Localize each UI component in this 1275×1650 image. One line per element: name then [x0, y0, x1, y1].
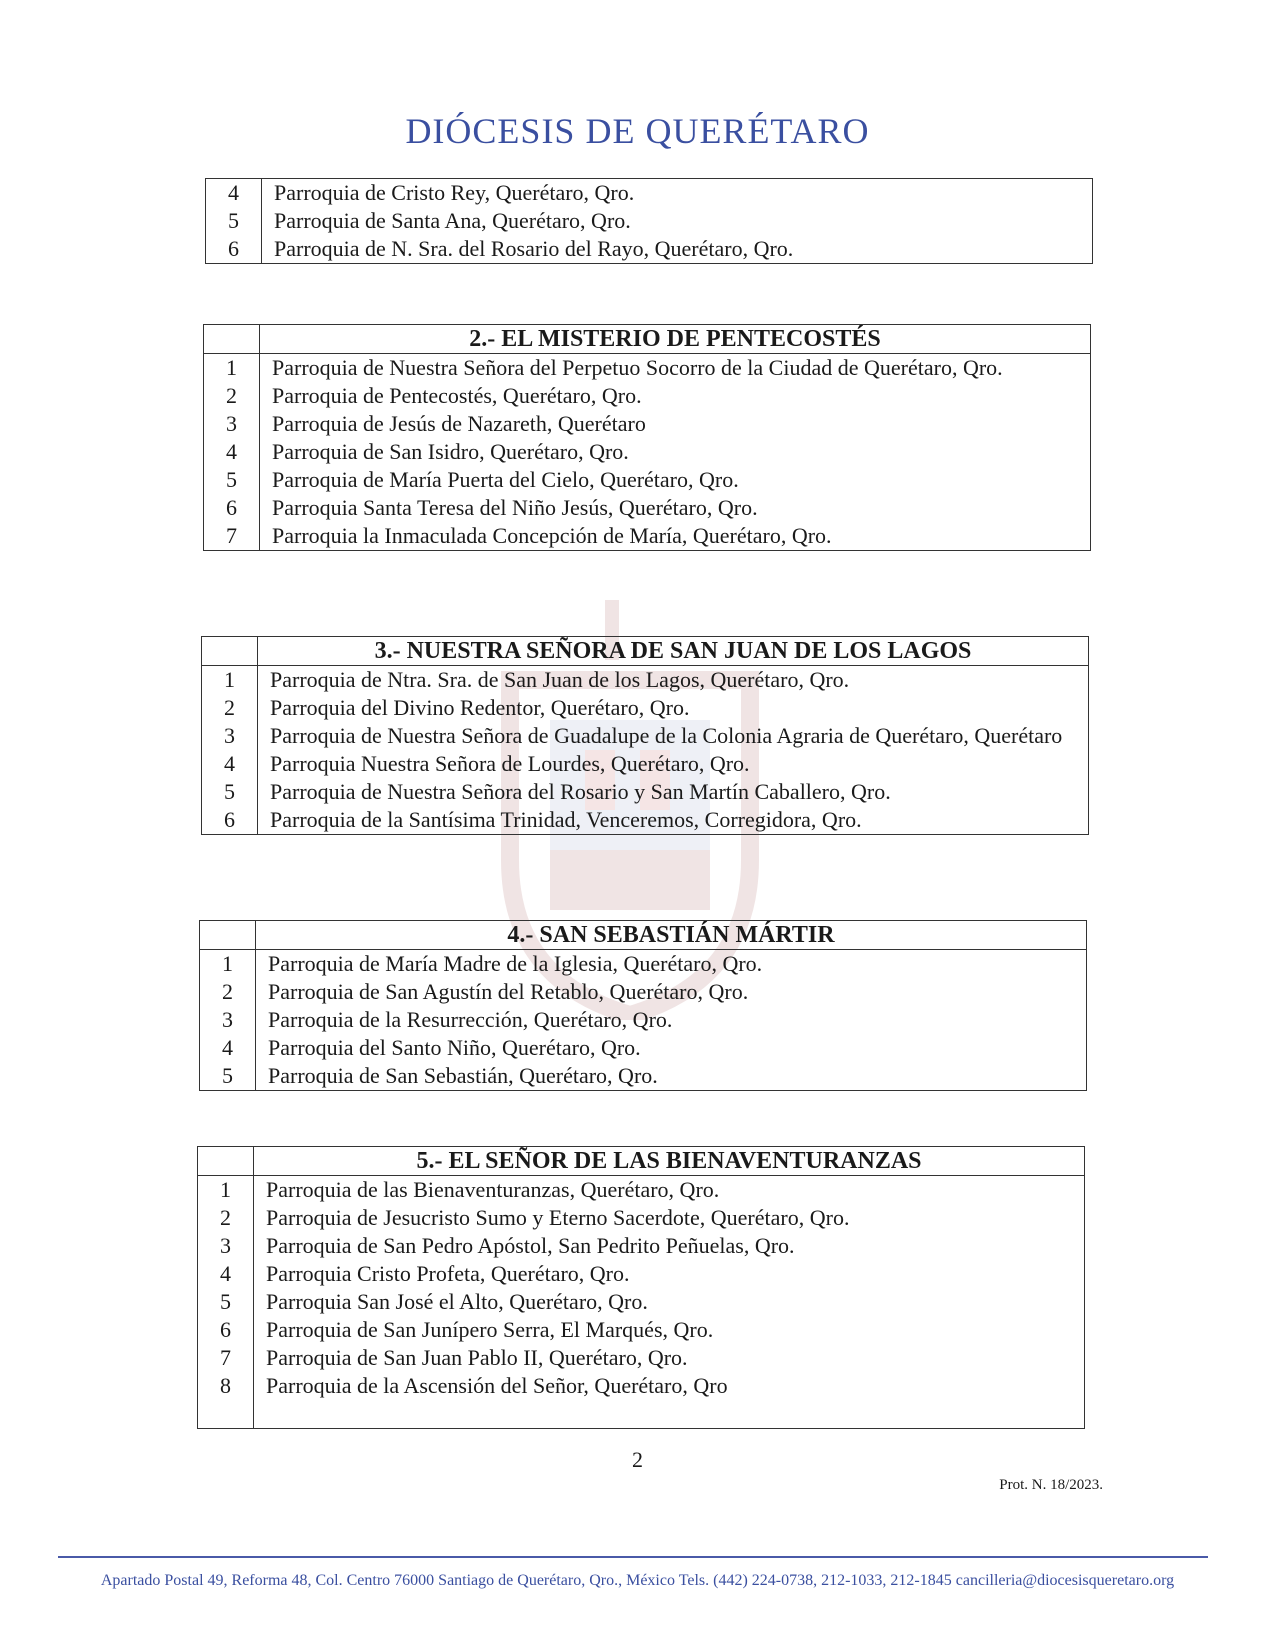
table-row — [204, 354, 1090, 382]
row-number: 4 — [204, 438, 260, 466]
table-row — [204, 438, 1090, 466]
row-number: 6 — [198, 1316, 254, 1344]
page-number: 2 — [632, 1447, 643, 1472]
table-row — [200, 1006, 1086, 1034]
table-row — [200, 978, 1086, 1006]
section-title: 4.- SAN SEBASTIÁN MÁRTIR — [507, 922, 835, 948]
parish-table-section-4 — [199, 920, 1087, 1091]
row-number: 1 — [204, 354, 260, 382]
section-title: 5.- EL SEÑOR DE LAS BIENAVENTURANZAS — [416, 1148, 922, 1174]
row-number: 2 — [200, 978, 256, 1006]
table-row — [206, 179, 1092, 207]
table-row — [198, 1204, 1084, 1232]
row-text: Parroquia Nuestra Señora de Lourdes, Querétaro, Qro. — [270, 751, 750, 776]
footer-divider — [58, 1556, 1208, 1558]
row-number: 1 — [198, 1176, 254, 1204]
row-text: Parroquia de Santa Ana, Querétaro, Qro. — [274, 208, 631, 233]
table-row — [198, 1288, 1084, 1316]
table-row — [202, 666, 1088, 694]
row-text: Parroquia de San Junípero Serra, El Marqués, Qro. — [266, 1317, 714, 1342]
row-text: Parroquia de Jesucristo Sumo y Eterno Sacerdote, Querétaro, Qro. — [266, 1205, 850, 1230]
row-text: Parroquia de N. Sra. del Rosario del Rayo, Querétaro, Qro. — [274, 236, 794, 261]
section-header — [198, 1147, 1084, 1176]
table-row — [202, 750, 1088, 778]
table-row — [204, 382, 1090, 410]
row-number: 5 — [204, 466, 260, 494]
table-row — [206, 207, 1092, 235]
table-row — [198, 1316, 1084, 1344]
row-number: 5 — [202, 778, 258, 806]
parish-table-section-3 — [201, 636, 1089, 835]
table-row — [202, 694, 1088, 722]
parish-table-continuation — [205, 178, 1093, 264]
row-number: 4 — [200, 1034, 256, 1062]
row-text: Parroquia del Divino Redentor, Querétaro, Qro. — [270, 695, 690, 720]
page-title: DIÓCESIS DE QUERÉTARO — [405, 111, 870, 151]
section-title: 3.- NUESTRA SEÑORA DE SAN JUAN DE LOS LAGOS — [374, 638, 972, 664]
parish-table-section-2 — [203, 324, 1091, 551]
table-row — [202, 778, 1088, 806]
row-text: Parroquia de San Sebastián, Querétaro, Qro. — [268, 1063, 658, 1088]
table-row — [206, 235, 1092, 263]
row-text: Parroquia la Inmaculada Concepción de María, Querétaro, Qro. — [272, 523, 832, 548]
row-number: 8 — [198, 1372, 254, 1429]
table-row — [198, 1260, 1084, 1288]
row-number: 1 — [202, 666, 258, 694]
table-row — [200, 950, 1086, 978]
row-text: Parroquia del Santo Niño, Querétaro, Qro. — [268, 1035, 641, 1060]
section-header — [200, 921, 1086, 950]
row-text: Parroquia de las Bienaventuranzas, Querétaro, Qro. — [266, 1177, 720, 1202]
row-text: Parroquia de Nuestra Señora de Guadalupe de la Colonia Agraria de Querétaro, Querétaro — [270, 723, 1063, 748]
table-row — [202, 806, 1088, 834]
row-number: 4 — [202, 750, 258, 778]
row-number: 6 — [202, 806, 258, 834]
table-row — [204, 410, 1090, 438]
row-text: Parroquia de San Juan Pablo II, Querétaro, Qro. — [266, 1345, 688, 1370]
table-row — [198, 1232, 1084, 1260]
row-number: 5 — [198, 1288, 254, 1316]
row-number: 4 — [198, 1260, 254, 1288]
section-header — [204, 325, 1090, 354]
table-row — [204, 494, 1090, 522]
row-text: Parroquia de Jesús de Nazareth, Querétaro — [272, 411, 646, 436]
row-number: 6 — [206, 235, 262, 263]
row-number: 5 — [206, 207, 262, 235]
row-number: 2 — [198, 1204, 254, 1232]
row-text: Parroquia Santa Teresa del Niño Jesús, Querétaro, Qro. — [272, 495, 758, 520]
row-number: 2 — [204, 382, 260, 410]
row-number: 3 — [204, 410, 260, 438]
table-row — [204, 522, 1090, 550]
footer-address: Apartado Postal 49, Reforma 48, Col. Centro 76000 Santiago de Querétaro, Qro., México Tels. (442) 224-0738, 212-1033, 212-1845 cancilleria@diocesisqueretaro.org — [100, 1572, 1175, 1589]
row-number: 2 — [202, 694, 258, 722]
row-number: 4 — [206, 179, 262, 207]
row-text: Parroquia de Cristo Rey, Querétaro, Qro. — [274, 180, 635, 205]
row-text: Parroquia de la Santísima Trinidad, Venceremos, Corregidora, Qro. — [270, 807, 862, 832]
row-text: Parroquia de Nuestra Señora del Perpetuo Socorro de la Ciudad de Querétaro, Qro. — [272, 355, 1003, 380]
row-text: Parroquia Cristo Profeta, Querétaro, Qro. — [266, 1261, 630, 1286]
row-text: Parroquia de la Resurrección, Querétaro, Qro. — [268, 1007, 673, 1032]
row-text: Parroquia de Pentecostés, Querétaro, Qro. — [272, 383, 642, 408]
section-title: 2.- EL MISTERIO DE PENTECOSTÉS — [469, 326, 881, 352]
row-text: Parroquia de San Isidro, Querétaro, Qro. — [272, 439, 629, 464]
table-row — [202, 722, 1088, 750]
row-number: 7 — [198, 1344, 254, 1372]
row-number: 1 — [200, 950, 256, 978]
row-number: 6 — [204, 494, 260, 522]
row-text: Parroquia de la Ascensión del Señor, Querétaro, Qro — [266, 1373, 728, 1398]
row-text: Parroquia de Nuestra Señora del Rosario y San Martín Caballero, Qro. — [270, 779, 891, 804]
row-number: 3 — [198, 1232, 254, 1260]
table-row — [198, 1372, 1084, 1429]
table-row — [200, 1062, 1086, 1090]
table-row — [198, 1176, 1084, 1204]
row-text: Parroquia San José el Alto, Querétaro, Qro. — [266, 1289, 648, 1314]
row-text: Parroquia de María Madre de la Iglesia, Querétaro, Qro. — [268, 951, 763, 976]
row-number: 7 — [204, 522, 260, 550]
section-header — [202, 637, 1088, 666]
row-text: Parroquia de San Pedro Apóstol, San Pedrito Peñuelas, Qro. — [266, 1233, 795, 1258]
table-row — [200, 1034, 1086, 1062]
row-number: 3 — [202, 722, 258, 750]
row-number: 3 — [200, 1006, 256, 1034]
row-text: Parroquia de San Agustín del Retablo, Querétaro, Qro. — [268, 979, 749, 1004]
row-text: Parroquia de Ntra. Sra. de San Juan de los Lagos, Querétaro, Qro. — [270, 667, 850, 692]
row-text: Parroquia de María Puerta del Cielo, Querétaro, Qro. — [272, 467, 739, 492]
row-number: 5 — [200, 1062, 256, 1090]
parish-table-section-5 — [197, 1146, 1085, 1429]
table-row — [204, 466, 1090, 494]
protocol-number: Prot. N. 18/2023. — [999, 1477, 1103, 1493]
table-row — [198, 1344, 1084, 1372]
